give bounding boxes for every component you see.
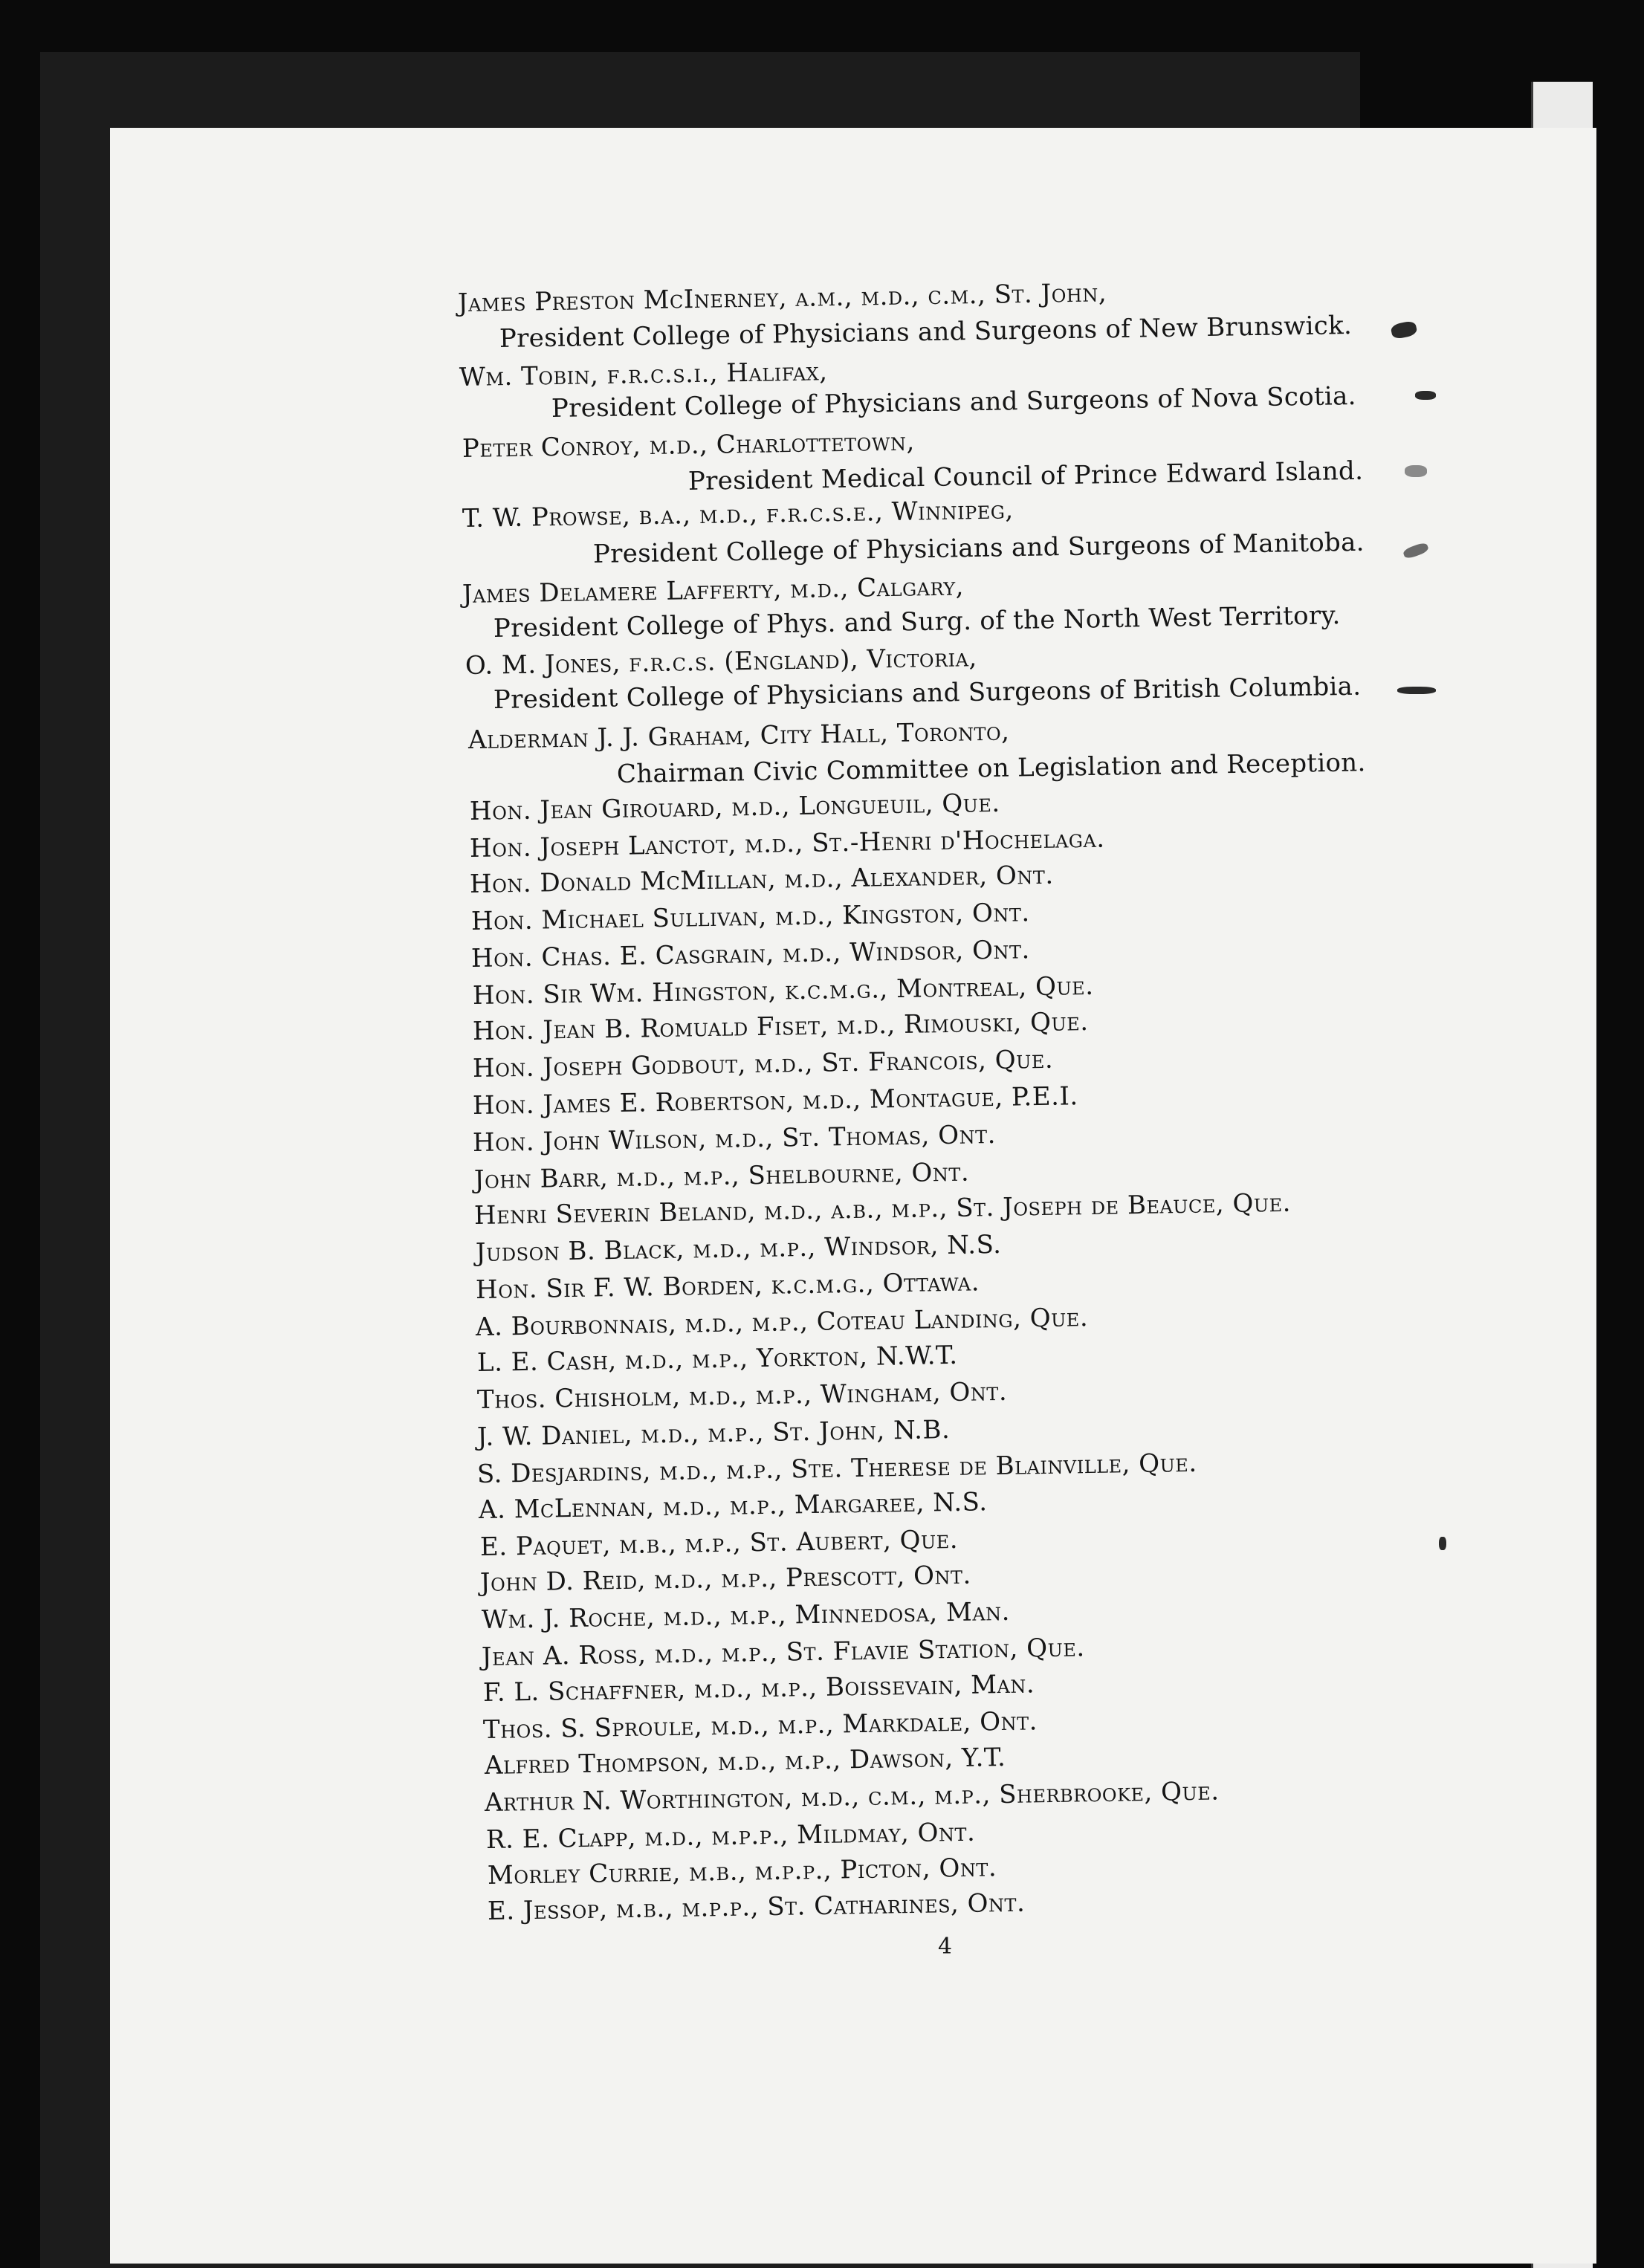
- entry-title-line: President College of Physicians and Surgeons of Manitoba.: [592, 527, 1365, 569]
- entry-name-line: Hon. Michael Sullivan, m.d., Kingston, Ont.: [470, 898, 1030, 936]
- entry-name-line: Hon. John Wilson, m.d., St. Thomas, Ont.: [472, 1119, 997, 1158]
- entry-name-line: Wm. Tobin, f.r.c.s.i., Halifax,: [459, 357, 828, 392]
- entry-name-line: L. E. Cash, m.d., m.p., Yorkton, N.W.T.: [476, 1340, 958, 1378]
- entry-name-line: Jean A. Ross, m.d., m.p., St. Flavie Station, Que.: [481, 1633, 1085, 1672]
- entry-name-line: Hon. Sir F. W. Borden, k.c.m.g., Ottawa.: [475, 1267, 980, 1305]
- scan-mark: [1415, 391, 1436, 400]
- entry-name-line: E. Paquet, m.b., m.p., St. Aubert, Que.: [479, 1524, 959, 1562]
- entry-name-line: James Preston McInerney, a.m., m.d., c.m., St. John,: [457, 278, 1107, 318]
- entry-name-line: Hon. Sir Wm. Hingston, k.c.m.g., Montreal, Que.: [472, 971, 1094, 1011]
- entry-title-line: President College of Physicians and Surgeons of Nova Scotia.: [551, 380, 1357, 424]
- entry-name-line: Hon. Jean Girouard, m.d., Longueuil, Que.: [469, 788, 1001, 826]
- entry-name-line: Alfred Thompson, m.d., m.p., Dawson, Y.T.: [484, 1742, 1006, 1781]
- entry-name-line: R. E. Clapp, m.d., m.p.p., Mildmay, Ont.: [485, 1817, 976, 1855]
- entry-name-line: Thos. S. Sproule, m.d., m.p., Markdale, Ont.: [482, 1706, 1038, 1745]
- entry-name-line: A. McLennan, m.d., m.p., Margaree, N.S.: [478, 1487, 988, 1525]
- entry-name-line: Judson B. Black, m.d., m.p., Windsor, N.S.: [475, 1229, 1002, 1268]
- entry-name-line: Morley Currie, m.b., m.p.p., Picton, Ont.: [487, 1853, 997, 1890]
- entry-name-line: S. Desjardins, m.d., m.p., Ste. Therese de Blainville, Que.: [476, 1448, 1197, 1489]
- entry-name-line: Hon. James E. Robertson, m.d., Montague, P.E.I.: [472, 1081, 1078, 1121]
- scan-mark: [1405, 465, 1427, 477]
- entry-name-line: F. L. Schaffner, m.d., m.p., Boissevain, Man.: [482, 1669, 1035, 1708]
- entry-title-line: Chairman Civic Committee on Legislation and Reception.: [616, 748, 1366, 789]
- entry-title-line: President College of Physicians and Surgeons of British Columbia.: [493, 671, 1362, 715]
- entry-name-line: Henri Severin Beland, m.d., a.b., m.p., St. Joseph de Beauce, Que.: [473, 1188, 1292, 1231]
- entry-name-line: E. Jessop, m.b., m.p.p., St. Catharines, Ont.: [487, 1888, 1026, 1926]
- page-number: 4: [938, 1934, 953, 1960]
- entry-name-line: A. Bourbonnais, m.d., m.p., Coteau Landing, Que.: [475, 1303, 1089, 1342]
- entry-name-line: T. W. Prowse, b.a., m.d., f.r.c.s.e., Winnipeg,: [462, 495, 1014, 534]
- entry-name-line: Peter Conroy, m.d., Charlottetown,: [462, 427, 916, 464]
- entry-name-line: Wm. J. Roche, m.d., m.p., Minnedosa, Man.: [481, 1596, 1011, 1635]
- entry-name-line: O. M. Jones, f.r.c.s. (England), Victoria,: [465, 643, 978, 681]
- entry-name-line: J. W. Daniel, m.d., m.p., St. John, N.B.: [476, 1415, 951, 1452]
- entry-name-line: Hon. Donald McMillan, m.d., Alexander, Ont.: [469, 860, 1054, 899]
- entry-name-line: Hon. Jean B. Romuald Fiset, m.d., Rimouski, Que.: [472, 1006, 1089, 1046]
- entry-name-line: Hon. Chas. E. Casgrain, m.d., Windsor, Ont.: [470, 935, 1031, 973]
- entry-name-line: Hon. Joseph Godbout, m.d., St. Francois, Que.: [472, 1044, 1054, 1083]
- entry-name-line: Thos. Chisholm, m.d., m.p., Wingham, Ont.: [476, 1376, 1008, 1415]
- entry-title-line: President Medical Council of Prince Edward Island.: [687, 456, 1364, 496]
- entry-name-line: Arthur N. Worthington, m.d., c.m., m.p., Sherbrooke, Que.: [484, 1776, 1220, 1818]
- entry-name-line: James Delamere Lafferty, m.d., Calgary,: [462, 571, 965, 609]
- entry-title-line: President College of Phys. and Surg. of the North West Territory.: [493, 600, 1341, 644]
- scan-mark: [1397, 687, 1436, 694]
- scan-mark: [1439, 1537, 1446, 1550]
- entry-name-line: John D. Reid, m.d., m.p., Prescott, Ont.: [479, 1560, 972, 1598]
- entry-title-line: President College of Physicians and Surgeons of New Brunswick.: [499, 310, 1353, 354]
- entry-name-line: Hon. Joseph Lanctot, m.d., St.-Henri d'Hochelaga.: [469, 823, 1105, 864]
- entry-name-line: Alderman J. J. Graham, City Hall, Toronto,: [467, 716, 1010, 755]
- entry-name-line: John Barr, m.d., m.p., Shelbourne, Ont.: [473, 1157, 970, 1195]
